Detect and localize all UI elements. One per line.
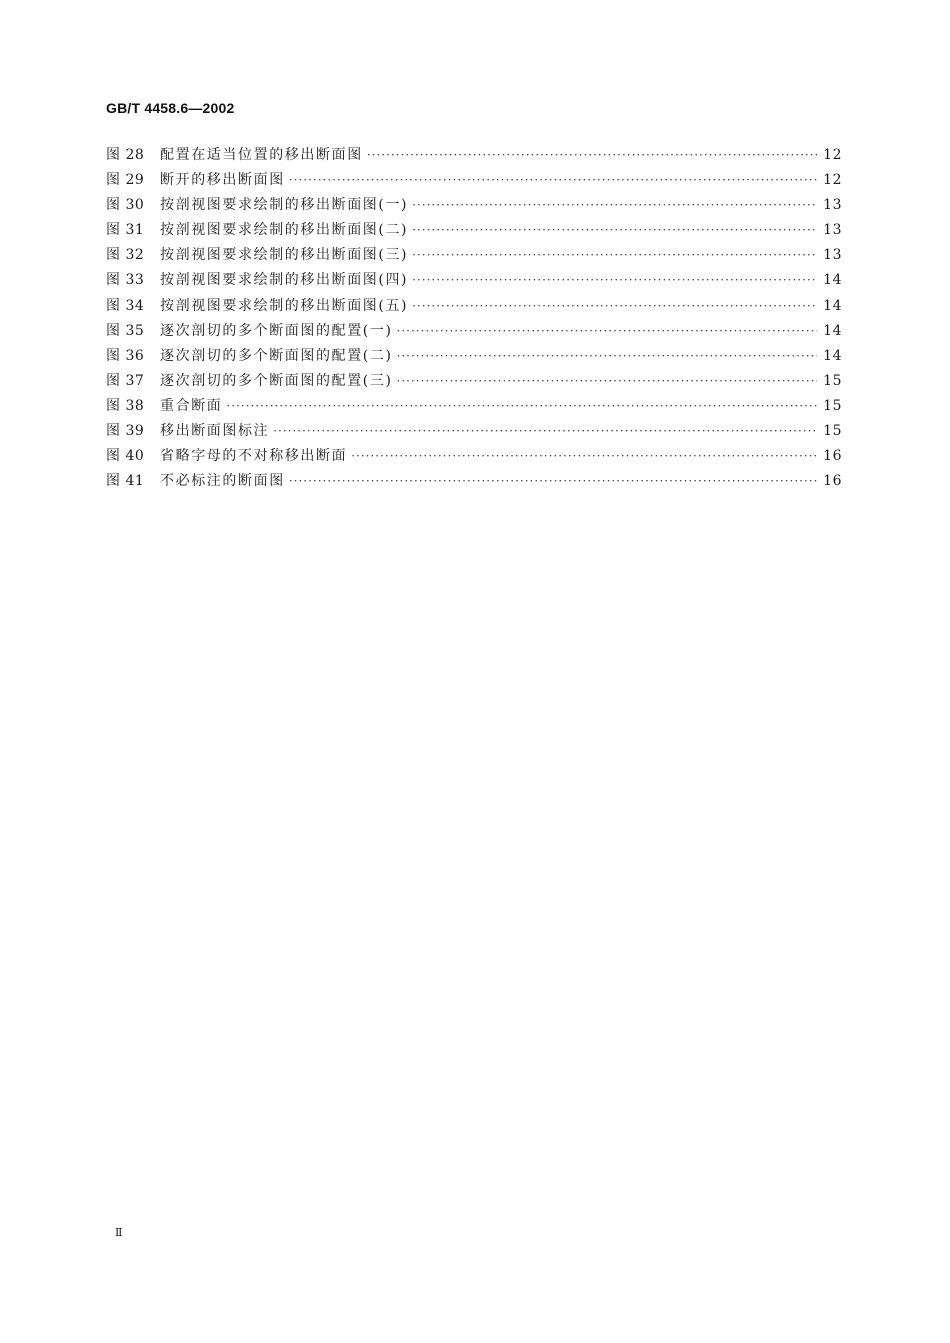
figure-number: 图 36 xyxy=(106,347,145,364)
page-number: 14 xyxy=(823,322,842,339)
toc-entry[interactable] xyxy=(106,344,842,369)
figure-number: 图 39 xyxy=(106,423,145,440)
page-number: 14 xyxy=(823,347,842,364)
figure-title: 重合断面 xyxy=(160,397,223,414)
figure-number: 图 32 xyxy=(106,247,145,264)
figure-number: 图 41 xyxy=(106,473,145,490)
page-number: 12 xyxy=(823,147,842,163)
figure-title: 按剖视图要求绘制的移出断面图(三) xyxy=(160,247,409,264)
dot-leader xyxy=(289,469,817,494)
figure-title: 逐次剖切的多个断面图的配置(二) xyxy=(160,347,393,364)
figure-number: 图 38 xyxy=(106,397,145,414)
figure-title: 配置在适当位置的移出断面图 xyxy=(160,147,363,163)
figure-title: 逐次剖切的多个断面图的配置(一) xyxy=(160,322,393,339)
toc-entry[interactable] xyxy=(106,143,842,168)
dot-leader xyxy=(273,419,817,444)
page-number: 12 xyxy=(823,172,842,189)
figure-list xyxy=(106,143,842,494)
page-number: 13 xyxy=(823,197,842,214)
dot-leader xyxy=(412,294,817,319)
figure-title: 逐次剖切的多个断面图的配置(三) xyxy=(160,372,393,389)
figure-number: 图 28 xyxy=(106,147,145,163)
figure-number: 图 31 xyxy=(106,222,145,239)
figure-title: 按剖视图要求绘制的移出断面图(一) xyxy=(160,197,409,214)
dot-leader xyxy=(397,344,818,369)
page-number: 15 xyxy=(823,423,842,440)
figure-title: 按剖视图要求绘制的移出断面图(五) xyxy=(160,297,409,314)
toc-entry[interactable] xyxy=(106,168,842,193)
figure-title: 省略字母的不对称移出断面 xyxy=(160,448,348,465)
dot-leader xyxy=(412,218,817,243)
dot-leader xyxy=(367,143,817,168)
figure-number: 图 37 xyxy=(106,372,145,389)
figure-number: 图 40 xyxy=(106,448,145,465)
dot-leader xyxy=(412,243,817,268)
toc-entry[interactable] xyxy=(106,319,842,344)
page-number: 13 xyxy=(823,247,842,264)
figure-title: 断开的移出断面图 xyxy=(160,172,285,189)
page-number: 15 xyxy=(823,372,842,389)
figure-number: 图 33 xyxy=(106,272,145,289)
toc-entry[interactable] xyxy=(106,294,842,319)
toc-entry[interactable] xyxy=(106,268,842,293)
toc-entry[interactable] xyxy=(106,419,842,444)
dot-leader xyxy=(351,444,817,469)
dot-leader xyxy=(397,369,818,394)
page-folio: Ⅱ xyxy=(115,1226,123,1239)
toc-entry[interactable] xyxy=(106,218,842,243)
figure-title: 按剖视图要求绘制的移出断面图(二) xyxy=(160,222,409,239)
page-number: 16 xyxy=(823,473,842,490)
dot-leader xyxy=(289,168,817,193)
dot-leader xyxy=(226,394,817,419)
toc-entry[interactable] xyxy=(106,193,842,218)
page-number: 15 xyxy=(823,397,842,414)
figure-title: 移出断面图标注 xyxy=(160,423,270,440)
figure-number: 图 29 xyxy=(106,172,145,189)
figure-number: 图 35 xyxy=(106,322,145,339)
dot-leader xyxy=(412,193,817,218)
toc-entry[interactable] xyxy=(106,243,842,268)
page-number: 16 xyxy=(823,448,842,465)
page-number: 14 xyxy=(823,297,842,314)
toc-entry[interactable] xyxy=(106,469,842,494)
figure-number: 图 30 xyxy=(106,197,145,214)
figure-title: 不必标注的断面图 xyxy=(160,473,285,490)
dot-leader xyxy=(412,268,817,293)
toc-entry[interactable] xyxy=(106,444,842,469)
figure-title: 按剖视图要求绘制的移出断面图(四) xyxy=(160,272,409,289)
figure-number: 图 34 xyxy=(106,297,145,314)
page-number: 13 xyxy=(823,222,842,239)
standard-code-header: GB/T 4458.6—2002 xyxy=(106,100,235,116)
toc-entry[interactable] xyxy=(106,369,842,394)
toc-entry[interactable] xyxy=(106,394,842,419)
dot-leader xyxy=(397,319,818,344)
page-number: 14 xyxy=(823,272,842,289)
